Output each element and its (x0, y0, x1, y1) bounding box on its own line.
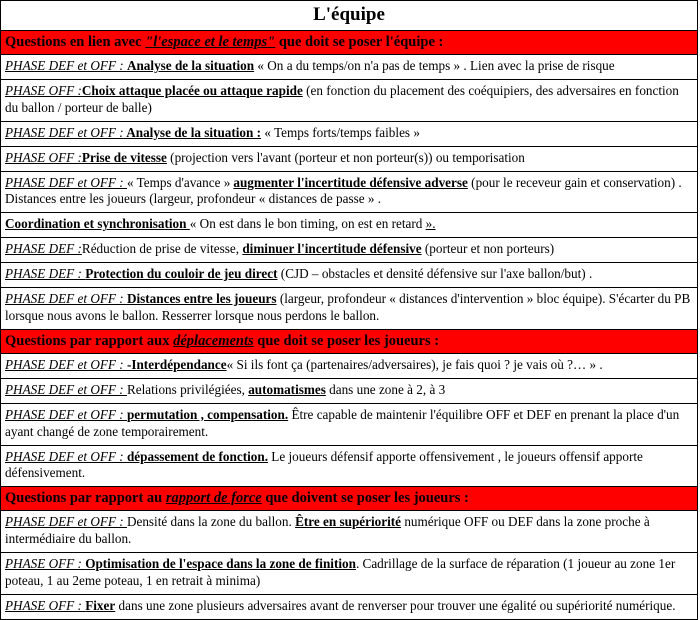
table-row (1, 354, 697, 379)
table-row (1, 263, 697, 288)
row-key: « Temps d'avance » (126, 174, 231, 190)
row-text: (largeur, profondeur « distances d'intervention » bloc équipe). S'écarter du PB lorsque nous avons le ballon. Resserrer lorsque nous perdons le ballon. (5, 291, 691, 323)
row-phase: PHASE DEF : (5, 241, 82, 257)
row-key: Densité dans la zone du ballon. (126, 514, 296, 530)
row-key: Protection du couloir de jeu direct (85, 266, 278, 282)
section-header-emphasis: déplacements (173, 332, 254, 349)
row-phase: PHASE DEF et OFF : (5, 291, 127, 307)
section-header-rapport-de-force (1, 487, 697, 511)
row-text: « Temps forts/temps faibles » (261, 124, 420, 140)
row-key: Analyse de la situation : (123, 124, 262, 140)
row-key: Coordination et synchronisation (5, 216, 190, 232)
table-row (1, 55, 697, 80)
section-header-pre: Questions par rapport au (5, 490, 166, 507)
row-key-secondary: diminuer l'incertitude défensive (242, 241, 422, 257)
table-row (1, 404, 697, 446)
section-header-post: que doit se poser l'équipe : (275, 34, 444, 50)
table-row (1, 80, 697, 122)
section-header-post: que doivent se poser les joueurs : (261, 490, 469, 507)
row-text: « Si ils font ça (partenaires/adversaires), je fais quoi ? je vais où ?… » . (226, 356, 603, 372)
table-row (1, 147, 697, 172)
table-row (1, 446, 697, 488)
row-text: (CJD – obstacles et densité défensive sur l'axe ballon/but) . (277, 266, 593, 282)
section-header-pre: Questions par rapport aux (5, 332, 174, 349)
row-text: (en fonction du placement des coéquipiers, des adversaires en fonction du ballon / porteur de balle) (5, 83, 679, 115)
table-row (1, 122, 697, 147)
section-header-espace-temps (1, 31, 697, 55)
row-phase: PHASE DEF et OFF : (5, 124, 124, 140)
row-tail: ». (425, 216, 436, 232)
row-phase: PHASE DEF et OFF : (5, 381, 127, 397)
row-phase: PHASE DEF et OFF : (5, 356, 127, 372)
table-row (1, 172, 697, 214)
table-row (1, 238, 697, 263)
row-key-secondary: augmenter l'incertitude défensive adverse (233, 174, 468, 190)
section-header-emphasis: rapport de force (165, 490, 262, 507)
section-header-post: que doit se poser les joueurs : (253, 332, 440, 349)
section-header-deplacements (1, 330, 697, 354)
row-phase: PHASE OFF : (5, 149, 82, 165)
table-row (1, 595, 697, 619)
row-phase: PHASE DEF : (5, 266, 86, 282)
row-text: « On est dans le bon timing, on est en retard (189, 216, 426, 232)
row-key-secondary: automatismes (248, 381, 326, 397)
section-header-pre: Questions en lien avec (5, 34, 146, 50)
table-row (1, 379, 697, 404)
row-text: « On a du temps/on n'a pas de temps » . Lien avec la prise de risque (254, 58, 615, 74)
row-key-secondary: Être en supériorité (295, 514, 402, 530)
row-key: Prise de vitesse (81, 149, 167, 165)
section-header-emphasis: "l'espace et le temps" (145, 34, 276, 50)
row-key: -Interdépendance (126, 356, 227, 372)
row-text: dans une zone plusieurs adversaires avant de renverser pour trouver une égalité ou supériorité numérique. (115, 597, 676, 613)
row-phase: PHASE DEF et OFF : (5, 514, 127, 530)
row-key: Analyse de la situation (126, 58, 255, 74)
row-phase: PHASE OFF : (5, 556, 86, 572)
row-text: dans une zone à 2, à 3 (325, 381, 446, 397)
row-key: dépassement de fonction. (126, 448, 268, 464)
table-row (1, 553, 697, 595)
table-row (1, 288, 697, 330)
row-phase: PHASE DEF et OFF : (5, 448, 127, 464)
row-key: Choix attaque placée ou attaque rapide (81, 83, 303, 99)
table-row (1, 511, 697, 553)
row-phase: PHASE OFF : (5, 83, 82, 99)
row-key: Fixer (85, 597, 116, 613)
row-key: Optimisation de l'espace dans la zone de finition (85, 556, 356, 572)
row-key: Distances entre les joueurs (126, 291, 277, 307)
row-key: Réduction de prise de vitesse, (81, 241, 243, 257)
row-text: numérique OFF ou DEF dans la zone proche à intermédiaire du ballon. (5, 514, 650, 547)
row-text: (porteur et non porteurs) (421, 241, 555, 257)
table-row (1, 213, 697, 238)
row-text: Le joueurs défensif apporte offensivement , le joueurs offensif apporte défensivement. (5, 448, 643, 481)
row-text: . Cadrillage de la surface de réparation (1 joueur au zone 1er poteau, 1 au 2eme poteau, 1 en retrait à minima) (5, 556, 676, 589)
row-key: Relations privilégiées, (126, 381, 249, 397)
row-text: Être capable de maintenir l'équilibre OFF et DEF en prenant la place d'un ayant changé de zone temporairement. (5, 406, 680, 439)
row-text: (pour le receveur gain et conservation) . Distances entre les joueurs (largeur, profondeur « distances de passe » . (5, 174, 682, 207)
page-title: L'équipe (1, 1, 697, 31)
row-phase: PHASE OFF : (5, 597, 86, 613)
row-text: (projection vers l'avant (porteur et non porteur(s)) ou temporisation (166, 149, 525, 165)
row-key: permutation , compensation. (126, 406, 289, 422)
row-phase: PHASE DEF et OFF : (5, 174, 127, 190)
row-phase: PHASE DEF et OFF : (5, 58, 127, 74)
row-phase: PHASE DEF et OFF : (5, 406, 127, 422)
